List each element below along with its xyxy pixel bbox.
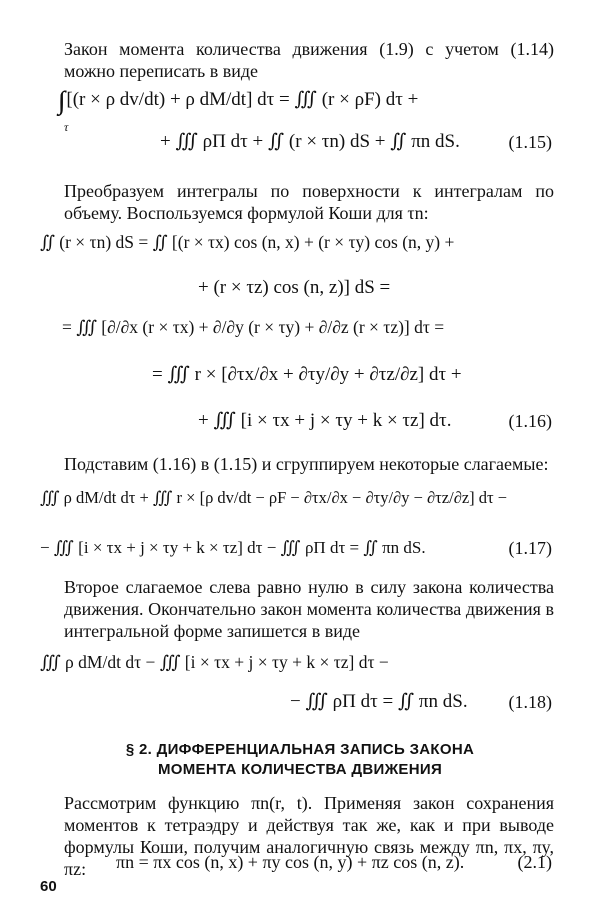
equation-1-18-line1: ∭ ρ dM/dt dτ − ∭ [i × τx + j × τy + k × τz] dτ − xyxy=(40,652,389,672)
page-number: 60 xyxy=(40,878,57,895)
equation-number-1-15: (1.15) xyxy=(508,132,552,152)
section-heading-line2: МОМЕНТА КОЛИЧЕСТВА ДВИЖЕНИЯ xyxy=(157,761,443,778)
equation-1-17-line2: − ∭ [i × τx + j × τy + k × τz] dτ − ∭ ρΠ dτ = ∬ πn dS. xyxy=(40,538,426,557)
equation-number-2-1: (2.1) xyxy=(517,852,552,872)
equation-1-16-line4: = ∭ r × [∂τx/∂x + ∂τy/∂y + ∂τz/∂z] dτ + xyxy=(152,364,462,385)
equation-1-16-line2: + (r × τz) cos (n, z)] dS = xyxy=(198,277,391,298)
equation-2-1: πn = πx cos (n, x) + πy cos (n, y) + πz cos (n, z). xyxy=(116,852,465,872)
paragraph-transform: Преобразуем интегралы по поверхности к интегралам по объему. Воспользуемся формулой Коши для τn: xyxy=(64,181,554,223)
equation-1-15-line2: + ∭ ρΠ dτ + ∬ (r × τn) dS + ∬ πn dS. xyxy=(160,131,460,152)
equation-1-15-line1: ∫∫∫ τ [(r × ρ dv/dt) + ρ dM/dt] dτ = ∭ (r × ρF) dτ + xyxy=(58,85,419,134)
paragraph-consider-function: Рассмотрим функцию πn(r, t). Применяя закон сохранения моментов к тетраэдру и действуя так же, как и при выводе формулы Коши, получим аналогичную связь между πn, πx, πy, πz: xyxy=(64,793,554,879)
equation-1-16-line5: + ∭ [i × τx + j × τy + k × τz] dτ. xyxy=(198,410,452,431)
paragraph-final-form: Второе слагаемое слева равно нулю в силу закона количества движения. Окончательно закон момента количества движения в интегральной форме запишется в виде xyxy=(64,577,554,641)
equation-1-17-line1: ∭ ρ dM/dt dτ + ∭ r × [ρ dv/dt − ρF − ∂τx/∂x − ∂τy/∂y − ∂τz/∂z] dτ − xyxy=(40,488,508,507)
paragraph-intro: Закон момента количества движения (1.9) с учетом (1.14) можно переписать в виде xyxy=(64,39,554,81)
paragraph-substitute: Подставим (1.16) в (1.15) и сгруппируем некоторые слагаемые: xyxy=(64,454,549,474)
equation-number-1-18: (1.18) xyxy=(508,692,552,712)
equation-1-16-line3: = ∭ [∂/∂x (r × τx) + ∂/∂y (r × τy) + ∂/∂z (r × τz)] dτ = xyxy=(62,317,445,337)
equation-number-1-17: (1.17) xyxy=(508,538,552,558)
equation-1-16-line1: ∬ (r × τn) dS = ∬ [(r × τx) cos (n, x) + (r × τy) cos (n, y) + xyxy=(40,232,455,252)
equation-1-18-line2: − ∭ ρΠ dτ = ∬ πn dS. xyxy=(290,691,468,712)
equation-number-1-16: (1.16) xyxy=(508,411,552,431)
section-heading-line1: § 2. ДИФФЕРЕНЦИАЛЬНАЯ ЗАПИСЬ ЗАКОНА xyxy=(125,741,475,758)
